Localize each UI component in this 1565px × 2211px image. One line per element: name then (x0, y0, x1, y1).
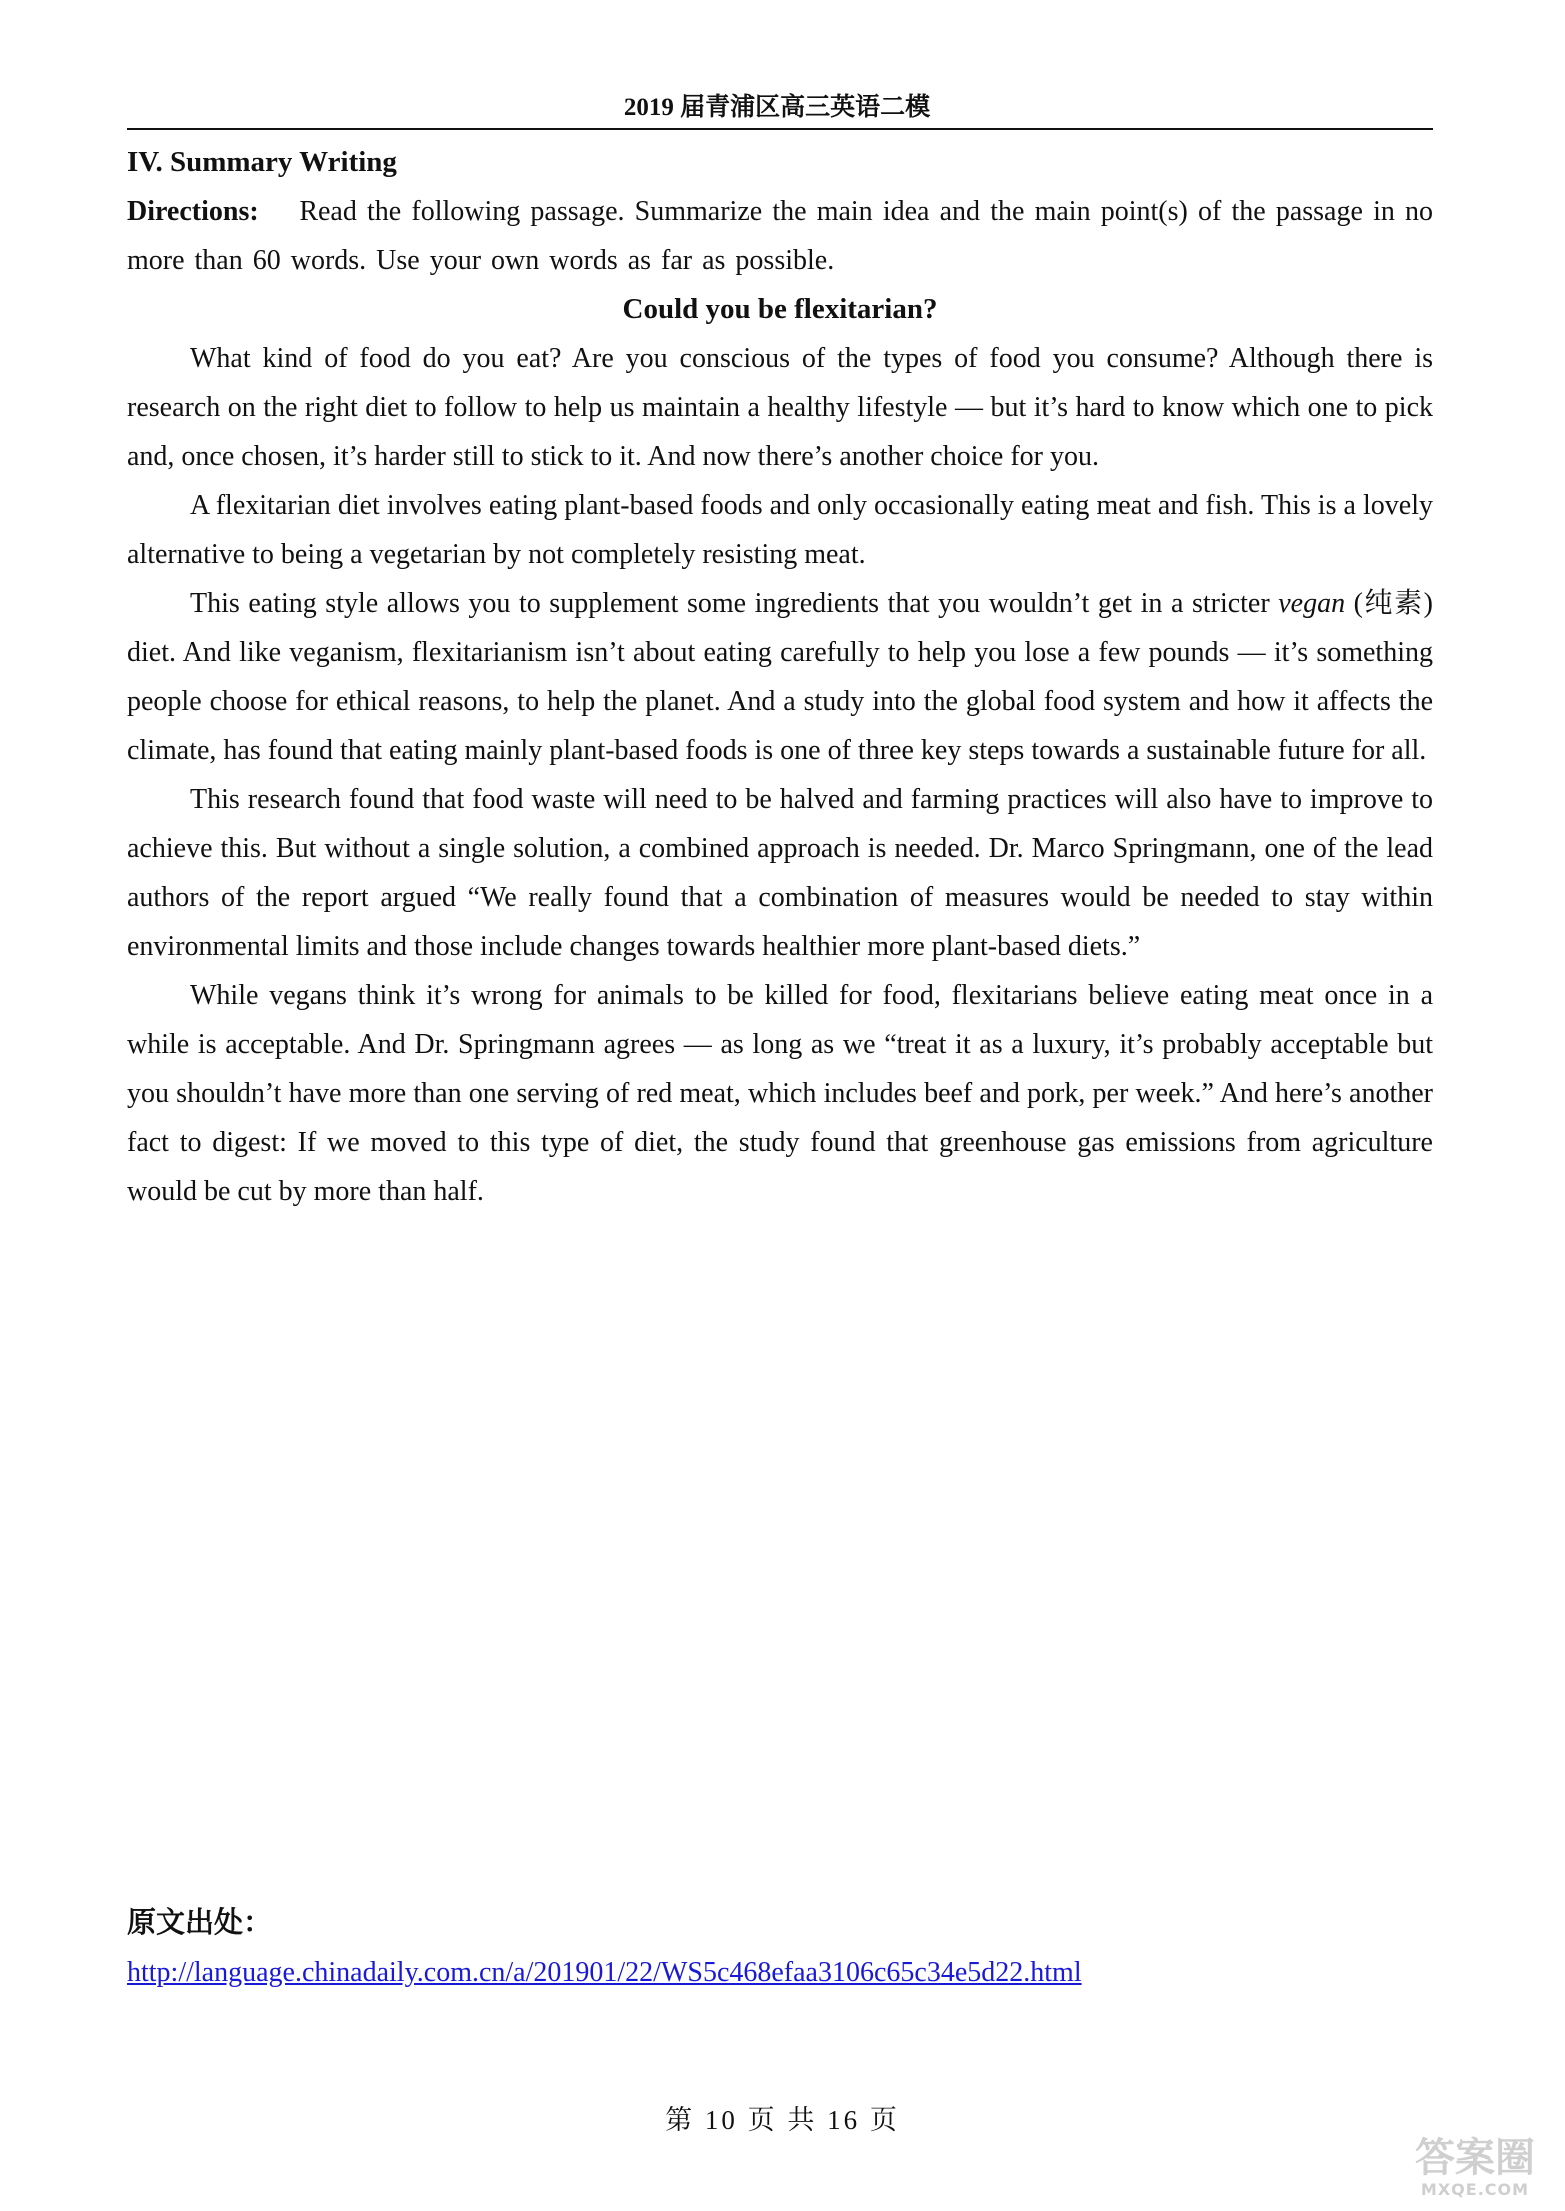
directions-text: Read the following passage. Summarize the main idea and the main point(s) of the passage in no more than 60 words. Use your own words as far as possible. (127, 196, 1434, 276)
directions-label: Directions: (127, 196, 259, 227)
running-header: 2019 届青浦区高三英语二模 (623, 94, 931, 121)
header-divider (127, 128, 1433, 130)
vegan-gloss: (纯素) (1353, 588, 1433, 619)
paragraph-5: While vegans think it’s wrong for animals to be killed for food, flexitarians believe eating meat once in a while is acceptable. And Dr. Springmann agrees — as long as we “treat it as a luxury, it’s probably acceptable but you shouldn’t have more than one serving of red meat, which includes beef and pork, per week.” And here’s another fact to digest: If we moved to this type of diet, the study found that greenhouse gas emissions from agriculture would be cut by more than half. (127, 980, 1433, 1207)
paragraph-1: What kind of food do you eat? Are you conscious of the types of food you consume? Although there is research on the right diet to follow to help us maintain a healthy lifestyle — but it’s hard to know which one to pick and, once chosen, it’s harder still to stick to it. And now there’s another choice for you. (127, 343, 1433, 472)
paragraph-4: This research found that food waste will need to be halved and farming practices will also have to improve to achieve this. But without a single solution, a combined approach is needed. Dr. Marco Springmann, one of the lead authors of the report argued “We really found that a combination of measures would be needed to stay within environmental limits and those include changes towards healthier more plant-based diets.” (127, 784, 1433, 962)
paragraph-3 (127, 579, 1433, 775)
section-title: IV. Summary Writing (127, 146, 397, 178)
paragraph-2: A flexitarian diet involves eating plant-based foods and only occasionally eating meat and fish. This is a lovely alternative to being a vegetarian by not completely resisting meat. (127, 490, 1433, 570)
watermark-logo-text: 答案圈 (1415, 2135, 1535, 2181)
paragraph-3-rest: diet. And like veganism, flexitarianism isn’t about eating carefully to help you lose a few pounds — it’s something people choose for ethical reasons, to help the planet. And a study into the global food system and how it affects the climate, has found that eating mainly plant-based foods is one of three key steps towards a sustainable future for all. (127, 637, 1433, 766)
passage-title: Could you be flexitarian? (622, 293, 938, 325)
page-number: 第 10 页 共 16 页 (665, 2105, 900, 2135)
watermark-domain: MXQE.COM (1420, 2180, 1530, 2199)
paragraph-3-lead: This eating style allows you to supplement some ingredients that you wouldn’t get in a stricter (190, 588, 1270, 619)
vegan-term: vegan (1278, 588, 1346, 619)
watermark-logo (1405, 2136, 1545, 2199)
directions (127, 187, 1433, 285)
main-content (127, 138, 1433, 1216)
source-link[interactable]: http://language.chinadaily.com.cn/a/201901/22/WS5c468efaa3106c65c34e5d22.html (127, 1957, 1082, 1988)
source-label: 原文出处： (127, 1905, 273, 1939)
